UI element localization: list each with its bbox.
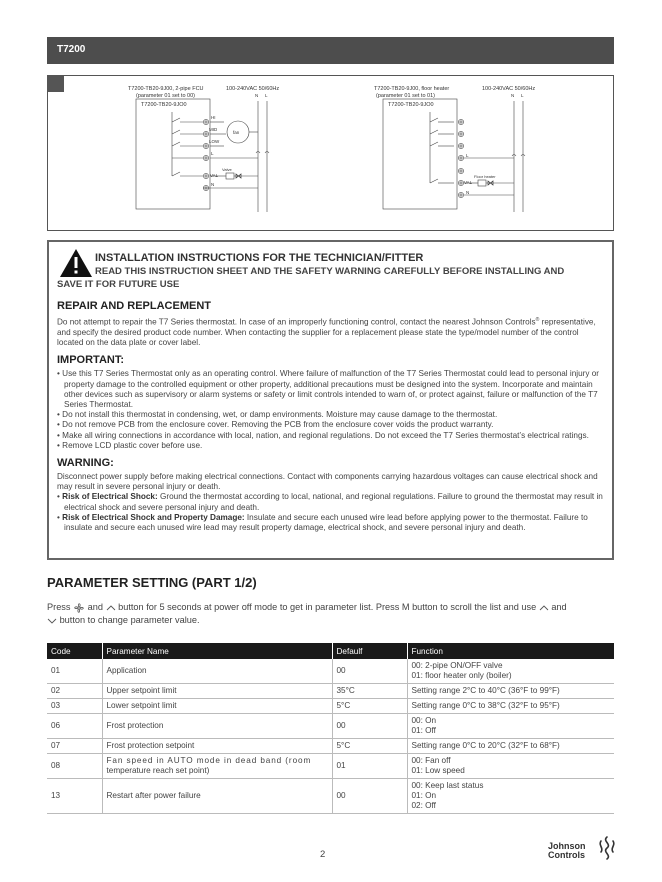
fan-icon	[73, 602, 85, 614]
col-header-code: Code	[47, 643, 102, 659]
warning-header	[57, 248, 604, 294]
name-line: temperature reach set point)	[106, 766, 210, 775]
table-row	[47, 739, 614, 754]
left-term-low: LOW	[209, 139, 220, 144]
cell-code: 08	[47, 754, 102, 779]
table-row	[47, 699, 614, 714]
warning-item	[57, 513, 604, 533]
table-row	[47, 754, 614, 779]
cell-function	[407, 699, 614, 714]
johnson-controls-logo	[548, 833, 618, 865]
col-header-name: Parameter Name	[102, 643, 332, 659]
desc-part: and	[87, 602, 103, 612]
logo-line: Controls	[548, 850, 585, 860]
right-n-label: N	[511, 93, 515, 98]
warning-text: Disconnect power supply before making electrical connections. Contact with components carrying hazardous voltages can cause electrical shock and may result in severe personal injury or death.	[57, 471, 598, 492]
repair-title: REPAIR AND REPLACEMENT	[57, 300, 212, 312]
important-item: • Make all wiring connections in accordance with local, nation, and regional regulations. Do not exceed the T7 Series thermostat’s electrical ratings.	[57, 431, 604, 441]
table-row	[47, 714, 614, 739]
registered-mark: ®	[535, 317, 540, 323]
wiring-diagram-panel	[47, 75, 614, 231]
left-term-n: N	[211, 182, 215, 187]
right-term-val: VAL	[464, 180, 473, 185]
warning-title: INSTALLATION INSTRUCTIONS FOR THE TECHNICIAN/FITTER	[95, 252, 424, 264]
warning-item	[57, 492, 604, 512]
chevron-down-icon	[47, 617, 57, 625]
important-item: • Remove LCD plastic cover before use.	[57, 441, 604, 451]
cell-code: 07	[47, 739, 102, 754]
right-power-label: 100-240VAC 50/60Hz	[482, 86, 536, 92]
function-line: 01: On	[411, 791, 437, 800]
cell-code: 03	[47, 699, 102, 714]
cell-function	[407, 684, 614, 699]
warning-item-bold: Risk of Electrical Shock and Property Damage:	[62, 512, 245, 522]
warning-subtitle-line2: SAVE IT FOR FUTURE USE	[57, 279, 180, 290]
left-term-hi: HI	[211, 115, 216, 120]
warning-item-bold: Risk of Electrical Shock:	[62, 492, 158, 502]
cell-default: 01	[332, 754, 407, 779]
repair-text-part-a: Do not attempt to repair the T7 Series thermostat. In case of an improperly functioning control, contact the nearest Johnson Controls	[57, 317, 536, 327]
logo-mark-icon	[596, 835, 618, 861]
right-heater-label: Floor heater	[474, 174, 496, 179]
cell-name: Application	[102, 659, 332, 684]
left-term-mid: MID	[209, 127, 218, 132]
function-line: 00: Fan off	[411, 756, 451, 765]
left-valve-label: Valve	[222, 167, 232, 172]
logo-line: Johnson	[548, 841, 586, 851]
right-title-line2: (parameter 01 set to 01)	[376, 93, 436, 99]
diagram-right	[374, 86, 535, 212]
desc-part: button to change parameter value.	[59, 615, 200, 625]
warning-section-title: WARNING:	[57, 456, 114, 469]
function-line: 00: On	[411, 716, 437, 725]
warning-item-text: Ground the thermostat according to local, national, and regional regulations. Failure to ground the thermostat may result in electrical shock and severe personal injury and death.	[64, 492, 603, 512]
left-title-line2: (parameter 01 set to 00)	[136, 93, 196, 99]
cell-name	[102, 754, 332, 779]
parameter-description	[47, 601, 617, 627]
left-n-label: N	[255, 93, 259, 98]
cell-default: 5°C	[332, 739, 407, 754]
left-term-val: VAL	[210, 173, 219, 178]
cell-function	[407, 779, 614, 814]
table-row	[47, 779, 614, 814]
parameter-section-title: PARAMETER SETTING (PART 1/2)	[47, 575, 257, 590]
left-power-label: 100-240VAC 50/60Hz	[226, 86, 280, 92]
left-title-line1: T7200-TB20-9J00, 2-pipe FCU	[128, 86, 204, 92]
warning-triangle-icon	[59, 248, 93, 278]
desc-part: button for 5 seconds at power off mode to get in parameter list. Press M button to scroll the list and use	[118, 602, 537, 612]
function-line: Setting range 2°C to 40°C (36°F to 99°F)	[411, 686, 560, 695]
table-row	[47, 659, 614, 684]
cell-default: 00	[332, 714, 407, 739]
warning-item-text: Insulate and secure each unused wire lead before applying power to the thermostat. Failure to insulate and secure each unused wire lead may result property damage, electrical shock, and severe personal injury and death.	[64, 512, 588, 532]
left-term-l: L	[211, 151, 214, 156]
cell-default: 00	[332, 779, 407, 814]
desc-part: and	[551, 602, 567, 612]
diagram-left	[128, 86, 279, 212]
cell-default: 5°C	[332, 699, 407, 714]
important-item: • Do not install this thermostat in condensing, wet, or damp environments. Moisture may cause damage to the thermostat.	[57, 410, 604, 420]
wiring-diagrams	[48, 76, 615, 232]
cell-function	[407, 659, 614, 684]
cell-name: Lower setpoint limit	[102, 699, 332, 714]
cell-code: 02	[47, 684, 102, 699]
important-item: • Do not remove PCB from the enclosure cover. Removing the PCB from the enclosure cover voids the product warranty.	[57, 420, 604, 430]
repair-text-part-b: representative, and specify the desired product code number. When contacting the supplier for a replacement please state the type/model number of the control located on the data plate or cover label.	[57, 317, 596, 348]
table-header-row	[47, 643, 614, 659]
name-line: Fan speed in AUTO mode in dead band (room	[106, 756, 312, 765]
warning-subtitle-line1: READ THIS INSTRUCTION SHEET AND THE SAFETY WARNING CAREFULLY BEFORE INSTALLING AND	[95, 266, 565, 277]
chevron-up-icon	[539, 604, 549, 612]
important-item: • Use this T7 Series Thermostat only as an operating control. Where failure of malfunction of the T7 Series Thermostat could lead to personal injury or property damage to the controlled equipment or other property, additional precautions must be designed into the system. Incorporate and maintain other devices such as supervisory or alarm systems or safety or limit controls intended to warn of, or protect against, failure or malfunction of the T7 Series Thermostat.	[57, 369, 604, 410]
right-thermostat-box	[383, 99, 457, 209]
cell-default: 00	[332, 659, 407, 684]
function-line: 02: Off	[411, 801, 436, 810]
desc-part: Press	[47, 602, 71, 612]
cell-code: 13	[47, 779, 102, 814]
logo-text	[548, 842, 586, 860]
header-title: T7200	[57, 44, 86, 55]
right-term-l: L	[466, 153, 469, 158]
function-line: 00: Keep last status	[411, 781, 484, 790]
function-line: 01: Off	[411, 726, 436, 735]
col-header-default: Defaulf	[332, 643, 407, 659]
right-l-label: L	[521, 93, 524, 98]
col-header-function: Function	[407, 643, 614, 659]
function-line: 01: floor heater only (boiler)	[411, 671, 512, 680]
right-title-line1: T7200-TB20-9J00, floor heater	[374, 86, 450, 92]
important-list	[57, 369, 604, 451]
safety-warning-box	[47, 240, 614, 560]
cell-name: Frost protection	[102, 714, 332, 739]
cell-code: 01	[47, 659, 102, 684]
cell-default: 35°C	[332, 684, 407, 699]
cell-function	[407, 714, 614, 739]
repair-text	[57, 315, 604, 348]
function-line: Setting range 0°C to 38°C (32°F to 95°F)	[411, 701, 560, 710]
left-thermostat-box	[136, 99, 210, 209]
right-term-n: N	[466, 190, 470, 195]
function-line: 01: Low speed	[411, 766, 465, 775]
section-header-bar	[47, 37, 614, 64]
left-model-label: T7200-TB20-9JO0	[141, 102, 187, 108]
page-number: 2	[320, 849, 326, 860]
parameter-table	[47, 643, 614, 814]
right-model-label: T7200-TB20-9JO0	[388, 102, 434, 108]
cell-code: 06	[47, 714, 102, 739]
cell-name: Restart after power failure	[102, 779, 332, 814]
function-line: Setting range 0°C to 20°C (32°F to 68°F)	[411, 741, 560, 750]
function-line: 00: 2-pipe ON/OFF valve	[411, 661, 503, 670]
cell-name: Upper setpoint limit	[102, 684, 332, 699]
cell-function	[407, 754, 614, 779]
warning-list	[57, 492, 604, 533]
important-title: IMPORTANT:	[57, 354, 125, 367]
cell-name: Frost protection setpoint	[102, 739, 332, 754]
left-l-label: L	[265, 93, 268, 98]
chevron-up-icon	[106, 604, 116, 612]
cell-function	[407, 739, 614, 754]
left-fan-motor-label: fan	[233, 130, 240, 135]
table-row	[47, 684, 614, 699]
